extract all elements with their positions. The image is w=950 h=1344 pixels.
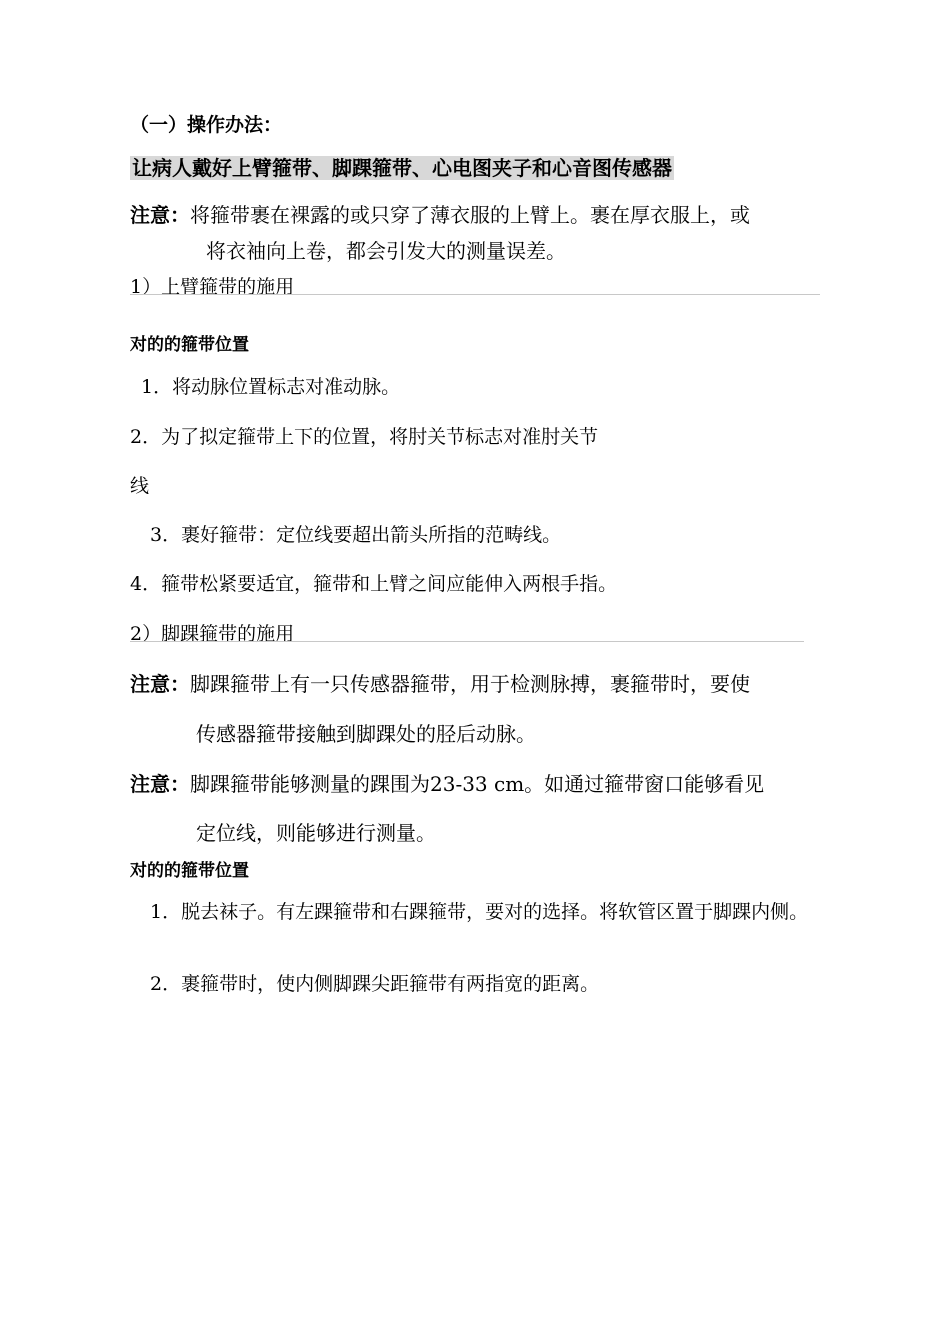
note-2-text-2: 传感器箍带接触到脚踝处的胫后动脉。	[196, 722, 536, 746]
ankle-step-1: 1．脱去袜子。有左踝箍带和右踝箍带，要对的选择。将软管区置于脚踝内侧。	[150, 901, 809, 923]
note-2-text-1: 脚踝箍带上有一只传感器箍带，用于检测脉搏，裹箍带时，要使	[190, 672, 750, 696]
subsection-1-title: 1）上臂箍带的施用	[130, 276, 295, 298]
arm-step-3: 3．裹好箍带：定位线要超出箭头所指的范畴线。	[150, 524, 562, 546]
arm-step-2: 2．为了拟定箍带上下的位置，将肘关节标志对准肘关节	[130, 426, 599, 448]
position-1-title: 对的的箍带位置	[130, 335, 249, 355]
section-heading: （一）操作办法：	[130, 114, 283, 136]
note-3-label: 注意：	[130, 772, 190, 796]
note-1-label: 注意：	[130, 203, 190, 227]
note-2-label: 注意：	[130, 672, 190, 696]
subsection-1-rule	[130, 294, 820, 295]
position-2-title: 对的的箍带位置	[130, 861, 249, 881]
arm-step-4: 4．箍带松紧要适宜，箍带和上臂之间应能伸入两根手指。	[130, 573, 618, 595]
note-3-text-1: 脚踝箍带能够测量的踝围为23-33 cm。如通过箍带窗口能够看见	[190, 772, 765, 796]
ankle-step-2: 2．裹箍带时，使内侧脚踝尖距箍带有两指宽的距离。	[150, 973, 600, 995]
subsection-2-rule	[130, 641, 804, 642]
shaded-heading-text: 让病人戴好上臂箍带、脚踝箍带、心电图夹子和心音图传感器	[132, 156, 672, 180]
note-3-line-1	[130, 768, 764, 797]
note-2-line-1	[130, 668, 750, 697]
shaded-heading	[130, 152, 674, 181]
arm-step-2-continued: 线	[130, 475, 150, 497]
subsection-2-title: 2）脚踝箍带的施用	[130, 623, 295, 645]
arm-step-1: 1．将动脉位置标志对准动脉。	[141, 376, 401, 398]
note-3-text-2: 定位线，则能够进行测量。	[196, 821, 436, 845]
note-1-text-2: 将衣袖向上卷，都会引发大的测量误差。	[206, 239, 566, 263]
note-1-text-1: 将箍带裹在裸露的或只穿了薄衣服的上臂上。裹在厚衣服上，或	[190, 203, 750, 227]
note-1-line-1	[130, 199, 750, 228]
